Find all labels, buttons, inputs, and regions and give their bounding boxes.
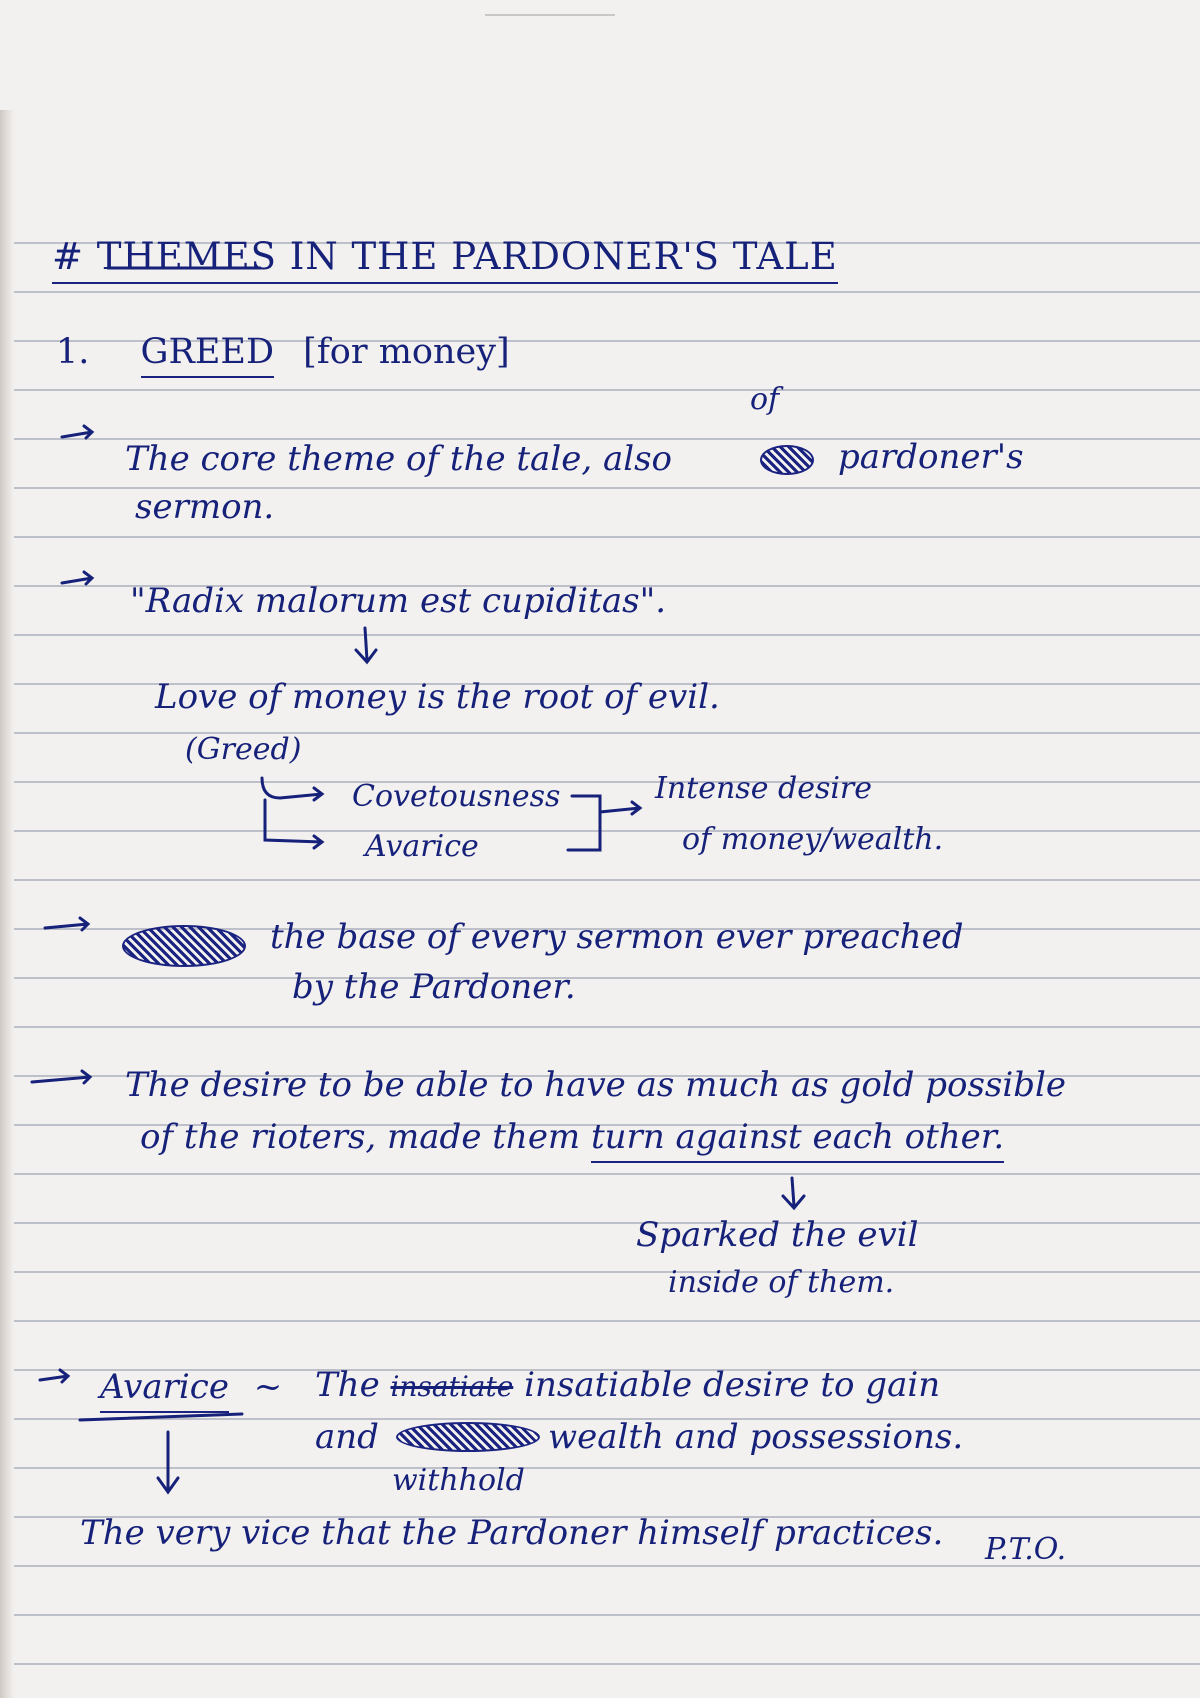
section-subheading: [for money] (303, 332, 510, 372)
bullet-4-line-2: of the rioters, made them turn against each other. (140, 1120, 1004, 1154)
down-arrow-icon (783, 1178, 804, 1208)
bullet-5-def-2a: and (315, 1417, 379, 1457)
bullet-arrow-icon (32, 1071, 90, 1083)
bullet-4-result-1: Sparked the evil (636, 1215, 919, 1255)
section-number: 1. (56, 332, 90, 372)
bullet-4-underlined: turn against each other. (591, 1117, 1004, 1163)
bullet-1-insert: of (750, 382, 780, 417)
bullet-2-greed: (Greed) (185, 732, 302, 767)
bracket-icon (568, 796, 600, 850)
bullet-2-meaning: Love of money is the root of evil. (155, 677, 720, 717)
bullet-arrow-icon (40, 1370, 68, 1382)
bullet-2-sub-1: Covetousness (352, 779, 561, 814)
bullet-2-desc-1: Intense desire (655, 771, 873, 806)
branch-arrow-icon (262, 778, 322, 800)
page-turn-note: P.T.O. (985, 1532, 1067, 1567)
right-arrow-icon (600, 802, 640, 814)
bullet-4-result-2: inside of them. (668, 1265, 895, 1300)
bullet-5-conclusion: The very vice that the Pardoner himself practices. (80, 1513, 944, 1553)
bullet-2-desc-2: of money/wealth. (682, 822, 944, 857)
bullet-5-insert: withhold (392, 1463, 525, 1498)
bullet-1-line-1: The core theme of the tale, also (125, 439, 673, 479)
bullet-arrow-icon (45, 918, 88, 930)
down-arrow-icon (356, 628, 376, 662)
page-title: # THEMES IN THE PARDONER'S TALE (52, 238, 838, 275)
bullet-1-line-2: sermon. (135, 487, 275, 527)
bullet-2-sub-2: Avarice (365, 829, 479, 864)
bullet-3-line-2: by the Pardoner. (292, 967, 576, 1007)
branch-arrow-icon (265, 800, 322, 848)
bullet-2-quote: "Radix malorum est cupiditas". (130, 581, 667, 621)
bullet-5-term: Avarice ~ (100, 1370, 282, 1404)
bullet-3-line-1: the base of every sermon ever preached (270, 917, 964, 957)
struck-word: insatiate (390, 1370, 514, 1403)
bullet-5-def-1: The insatiate insatiable desire to gain (315, 1365, 941, 1405)
bullet-4-line-1: The desire to be able to have as much as gold possible (125, 1065, 1066, 1105)
bullet-arrow-icon (62, 426, 92, 438)
bullet-1-after: pardoner's (838, 437, 1024, 477)
bullet-arrow-icon (62, 572, 92, 584)
section-heading-text: GREED (141, 332, 274, 378)
down-arrow-icon (158, 1432, 178, 1492)
bullet-5-def-2b: wealth and possessions. (548, 1417, 964, 1457)
underline-stroke (80, 1414, 242, 1420)
